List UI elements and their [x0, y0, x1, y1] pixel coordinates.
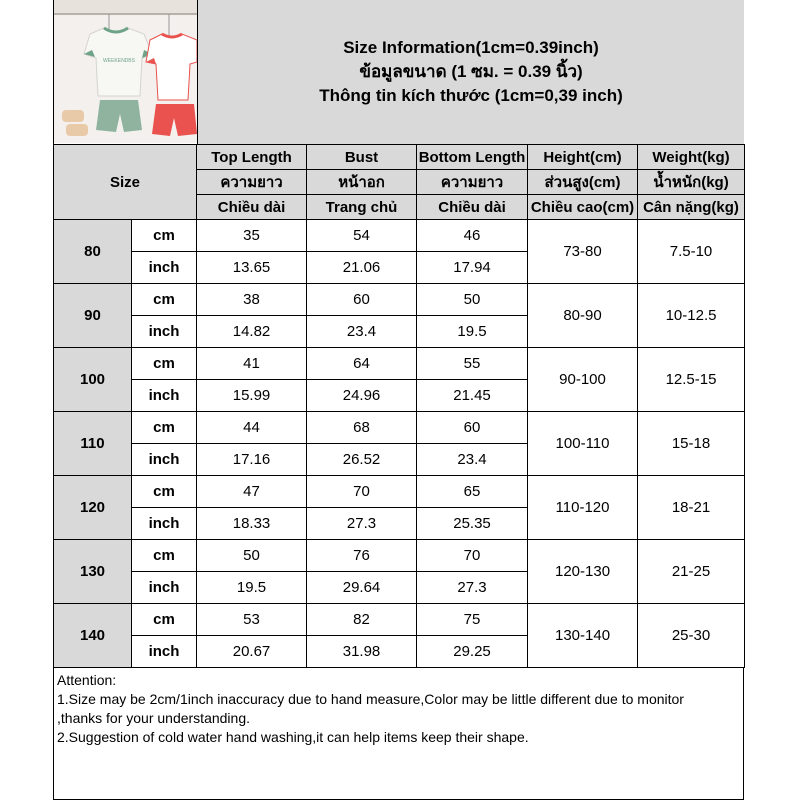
top-length-cm: 47 — [197, 476, 307, 508]
unit-inch: inch — [132, 380, 197, 412]
bust-cm: 70 — [307, 476, 417, 508]
top-length-inch: 14.82 — [197, 316, 307, 348]
size-value: 80 — [54, 220, 132, 284]
unit-inch: inch — [132, 316, 197, 348]
size-value: 100 — [54, 348, 132, 412]
bust-inch: 21.06 — [307, 252, 417, 284]
size-row-cm — [54, 476, 745, 508]
unit-cm: cm — [132, 348, 197, 380]
top-length-cm: 44 — [197, 412, 307, 444]
bottom-length-cm: 46 — [417, 220, 528, 252]
bottom-length-cm: 60 — [417, 412, 528, 444]
height-range: 90-100 — [528, 348, 638, 412]
unit-inch: inch — [132, 444, 197, 476]
size-table — [53, 144, 745, 668]
bust-cm: 68 — [307, 412, 417, 444]
bust-inch: 27.3 — [307, 508, 417, 540]
header-weight: Weight(kg) — [638, 145, 745, 170]
top-length-inch: 18.33 — [197, 508, 307, 540]
size-value: 110 — [54, 412, 132, 476]
weight-range: 10-12.5 — [638, 284, 745, 348]
unit-inch: inch — [132, 572, 197, 604]
size-row-cm — [54, 220, 745, 252]
bottom-length-cm: 65 — [417, 476, 528, 508]
bust-cm: 64 — [307, 348, 417, 380]
bust-inch: 31.98 — [307, 636, 417, 668]
top-length-cm: 50 — [197, 540, 307, 572]
bust-cm: 82 — [307, 604, 417, 636]
size-column-header: Size — [54, 145, 197, 220]
bust-cm: 54 — [307, 220, 417, 252]
attention-notes — [53, 668, 744, 800]
bottom-length-cm: 70 — [417, 540, 528, 572]
top-length-cm: 38 — [197, 284, 307, 316]
header-bottom-length-vietnamese: Chiều dài — [417, 195, 528, 220]
unit-cm: cm — [132, 604, 197, 636]
height-range: 110-120 — [528, 476, 638, 540]
header-height-vietnamese: Chiều cao(cm) — [528, 195, 638, 220]
unit-cm: cm — [132, 476, 197, 508]
title-vietnamese: Thông tin kích thước (1cm=0,39 inch) — [319, 86, 623, 105]
bottom-length-inch: 27.3 — [417, 572, 528, 604]
header-weight-vietnamese: Cân nặng(kg) — [638, 195, 745, 220]
attention-heading: Attention: — [57, 672, 117, 688]
bottom-length-inch: 23.4 — [417, 444, 528, 476]
unit-cm: cm — [132, 412, 197, 444]
header-row-1 — [54, 145, 745, 170]
header-bust-vietnamese: Trang chủ — [307, 195, 417, 220]
size-value: 130 — [54, 540, 132, 604]
bottom-length-cm: 75 — [417, 604, 528, 636]
size-row-cm — [54, 284, 745, 316]
weight-range: 15-18 — [638, 412, 745, 476]
size-information-title — [197, 0, 744, 144]
header-top-length-vietnamese: Chiều dài — [197, 195, 307, 220]
header-height-thai: ส่วนสูง(cm) — [528, 170, 638, 195]
size-row-cm — [54, 348, 745, 380]
unit-cm: cm — [132, 220, 197, 252]
header-top-length: Top Length — [197, 145, 307, 170]
weight-range: 18-21 — [638, 476, 745, 540]
bottom-length-cm: 55 — [417, 348, 528, 380]
height-range: 120-130 — [528, 540, 638, 604]
product-photo — [54, 0, 197, 143]
bust-inch: 26.52 — [307, 444, 417, 476]
top-length-inch: 17.16 — [197, 444, 307, 476]
attention-note-2: 2.Suggestion of cold water hand washing,it can help items keep their shape. — [57, 729, 529, 745]
top-length-cm: 53 — [197, 604, 307, 636]
bottom-length-inch: 25.35 — [417, 508, 528, 540]
size-value: 90 — [54, 284, 132, 348]
unit-inch: inch — [132, 252, 197, 284]
bust-inch: 24.96 — [307, 380, 417, 412]
header-bust: Bust — [307, 145, 417, 170]
bust-cm: 76 — [307, 540, 417, 572]
header-bust-thai: หน้าอก — [307, 170, 417, 195]
unit-inch: inch — [132, 508, 197, 540]
size-value: 120 — [54, 476, 132, 540]
header-top-length-thai: ความยาว — [197, 170, 307, 195]
top-length-inch: 19.5 — [197, 572, 307, 604]
unit-cm: cm — [132, 284, 197, 316]
size-row-cm — [54, 540, 745, 572]
bust-inch: 29.64 — [307, 572, 417, 604]
height-range: 73-80 — [528, 220, 638, 284]
unit-inch: inch — [132, 636, 197, 668]
bottom-length-cm: 50 — [417, 284, 528, 316]
title-thai: ข้อมูลขนาด (1 ซม. = 0.39 นิ้ว) — [359, 62, 583, 81]
bottom-length-inch: 17.94 — [417, 252, 528, 284]
chart-header — [53, 0, 744, 144]
top-length-cm: 35 — [197, 220, 307, 252]
top-length-inch: 15.99 — [197, 380, 307, 412]
attention-note-1-continued: ,thanks for your understanding. — [57, 710, 251, 726]
size-value: 140 — [54, 604, 132, 668]
weight-range: 25-30 — [638, 604, 745, 668]
top-length-inch: 13.65 — [197, 252, 307, 284]
attention-note-1: 1.Size may be 2cm/1inch inaccuracy due to hand measure,Color may be little different due to monitor — [57, 691, 684, 707]
header-weight-thai: น้ำหนัก(kg) — [638, 170, 745, 195]
title-english: Size Information(1cm=0.39inch) — [343, 38, 599, 57]
bust-cm: 60 — [307, 284, 417, 316]
svg-text:WEEKENDBS: WEEKENDBS — [103, 58, 135, 64]
bottom-length-inch: 21.45 — [417, 380, 528, 412]
unit-cm: cm — [132, 540, 197, 572]
weight-range: 21-25 — [638, 540, 745, 604]
weight-range: 7.5-10 — [638, 220, 745, 284]
height-range: 130-140 — [528, 604, 638, 668]
kids-pajama-set-illustration — [54, 0, 197, 143]
top-length-cm: 41 — [197, 348, 307, 380]
header-height: Height(cm) — [528, 145, 638, 170]
top-length-inch: 20.67 — [197, 636, 307, 668]
bottom-length-inch: 19.5 — [417, 316, 528, 348]
header-bottom-length-thai: ความยาว — [417, 170, 528, 195]
weight-range: 12.5-15 — [638, 348, 745, 412]
bottom-length-inch: 29.25 — [417, 636, 528, 668]
header-bottom-length: Bottom Length — [417, 145, 528, 170]
height-range: 80-90 — [528, 284, 638, 348]
height-range: 100-110 — [528, 412, 638, 476]
size-row-cm — [54, 412, 745, 444]
size-row-cm — [54, 604, 745, 636]
size-chart — [53, 0, 744, 800]
bust-inch: 23.4 — [307, 316, 417, 348]
